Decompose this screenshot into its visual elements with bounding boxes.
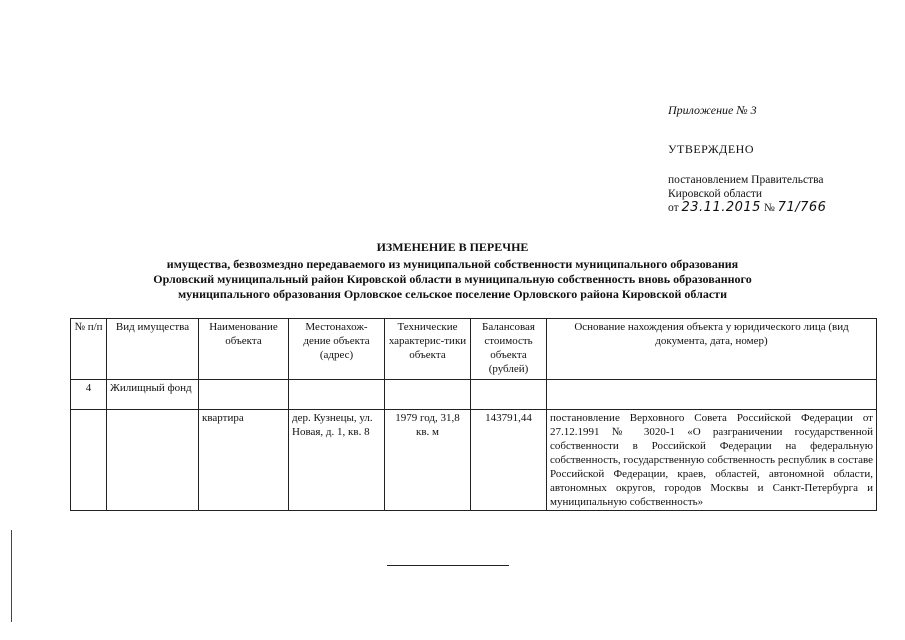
row-num xyxy=(71,410,107,511)
handwritten-number: 71/766 xyxy=(777,200,827,215)
col-header-address: Местонахож-дение объекта (адрес) xyxy=(289,319,385,380)
document-subtitle-line-1: имущества, безвозмездно передаваемого из муниципальной собственности муниципального образования xyxy=(166,257,739,271)
table-row xyxy=(71,410,877,511)
margin-line xyxy=(11,530,12,622)
group-empty-1 xyxy=(199,380,289,410)
number-prefix: № xyxy=(763,202,775,214)
decree-line-1: постановлением Правительства xyxy=(668,174,824,186)
approved-label: УТВЕРЖДЕНО xyxy=(668,142,755,156)
row-address: дер. Кузнецы, ул. Новая, д. 1, кв. 8 xyxy=(289,410,385,511)
col-header-value: Балансовая стоимость объекта (рублей) xyxy=(471,319,547,380)
date-prefix: от xyxy=(668,202,679,214)
document-title: ИЗМЕНЕНИЕ В ПЕРЕЧНЕ xyxy=(376,240,529,254)
handwritten-date: 23.11.2015 xyxy=(681,200,761,215)
group-empty-2 xyxy=(289,380,385,410)
row-kind xyxy=(107,410,199,511)
col-header-specs: Технические характерис-тики объекта xyxy=(385,319,471,380)
col-header-num: № п/п xyxy=(71,319,107,380)
col-header-name: Наименование объекта xyxy=(199,319,289,380)
row-specs: 1979 год, 31,8 кв. м xyxy=(385,410,471,511)
document-subtitle-line-3: муниципального образования Орловское сельское поселение Орловского района Кировской области xyxy=(178,287,727,301)
group-kind: Жилищный фонд xyxy=(107,380,199,410)
row-value: 143791,44 xyxy=(471,410,547,511)
row-name: квартира xyxy=(199,410,289,511)
property-table xyxy=(70,318,877,511)
closing-rule xyxy=(387,565,509,566)
table-header-row xyxy=(71,319,877,380)
group-empty-3 xyxy=(385,380,471,410)
appendix-label: Приложение № 3 xyxy=(668,103,757,117)
decree-text xyxy=(668,173,868,215)
col-header-basis: Основание нахождения объекта у юридического лица (вид документа, дата, номер) xyxy=(547,319,877,380)
group-empty-5 xyxy=(547,380,877,410)
decree-line-2: Кировской области xyxy=(668,188,763,200)
col-header-kind: Вид имущества xyxy=(107,319,199,380)
decree-date-line xyxy=(668,201,868,215)
document-subtitle-line-2: Орловский муниципальный район Кировской области в муниципальную собственность вновь образованного xyxy=(153,272,752,286)
group-empty-4 xyxy=(471,380,547,410)
group-num: 4 xyxy=(71,380,107,410)
table-group-row xyxy=(71,380,877,410)
row-basis: постановление Верховного Совета Российской Федерации от 27.12.1991 № 3020-1 «О разграничении государственной собственности в Российской Федерации на федеральную собственность, государственную собственность республик в составе Российской Федерации, краев, областей, автономной области, автономных округов, городов Москвы и Санкт-Петербурга и муниципальную собственность» xyxy=(547,410,877,511)
